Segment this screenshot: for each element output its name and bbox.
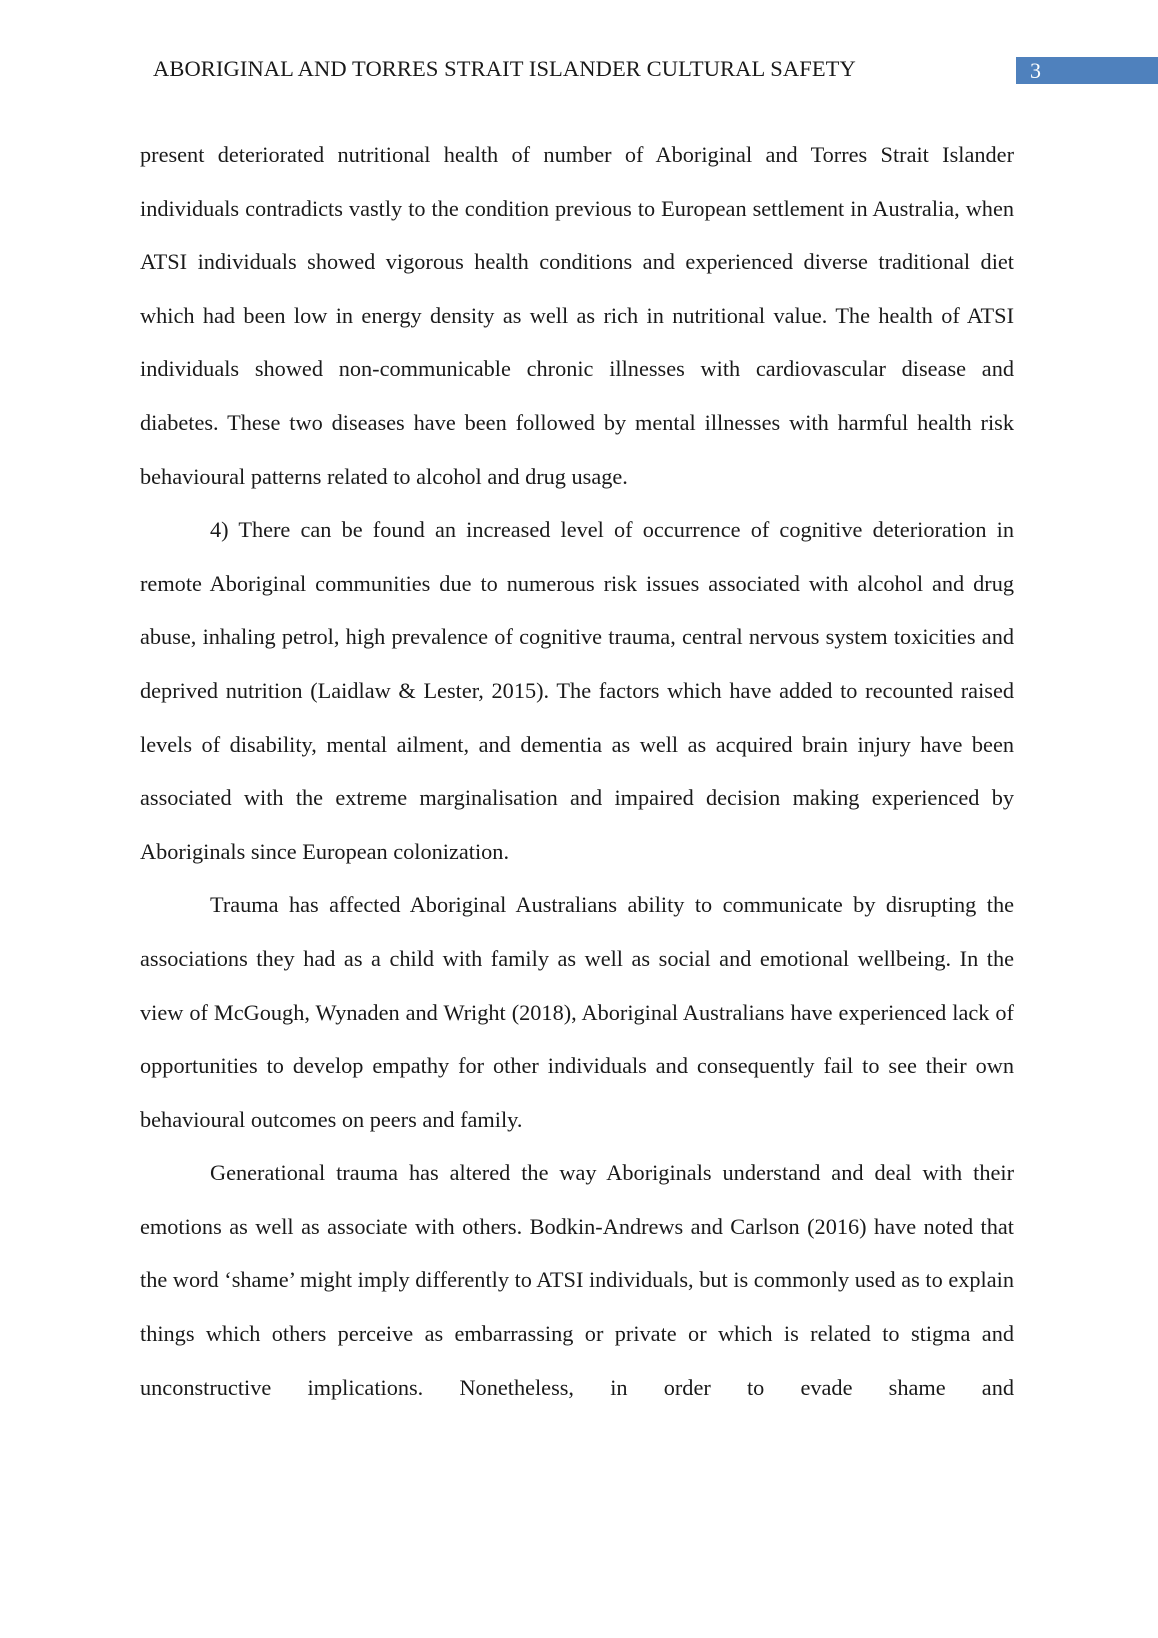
- paragraph: Generational trauma has altered the way Aboriginals understand and deal with their emotions as well as associate with others. Bodkin-Andrews and Carlson (2016) have noted that the word ‘shame’ might imply differently to ATSI individuals, but is commonly used as to explain things which others perceive as embarrassing or private or which is related to stigma and unconstructive implications. Nonetheless, in order to evade shame and: [140, 1160, 1014, 1400]
- paragraph: present deteriorated nutritional health of number of Aboriginal and Torres Strait Islander individuals contradicts vastly to the condition previous to European settlement in Australia, when ATSI individuals showed vigorous health conditions and experienced diverse traditional diet which had been low in energy density as well as rich in nutritional value. The health of ATSI individuals showed non-communicable chronic illnesses with cardiovascular disease and diabetes. These two diseases have been followed by mental illnesses with harmful health risk behavioural patterns related to alcohol and drug usage.: [140, 142, 1014, 489]
- running-header-title: ABORIGINAL AND TORRES STRAIT ISLANDER CULTURAL SAFETY: [153, 56, 856, 81]
- page-number-box: [1016, 57, 1158, 84]
- paragraph: 4) There can be found an increased level of occurrence of cognitive deterioration in remote Aboriginal communities due to numerous risk issues associated with alcohol and drug abuse, inhaling petrol, high prevalence of cognitive trauma, central nervous system toxicities and deprived nutrition (Laidlaw & Lester, 2015). The factors which have added to recounted raised levels of disability, mental ailment, and dementia as well as acquired brain injury have been associated with the extreme marginalisation and impaired decision making experienced by Aboriginals since European colonization.: [140, 517, 1014, 864]
- page-number: 3: [1030, 58, 1041, 83]
- paragraph: Trauma has affected Aboriginal Australians ability to communicate by disrupting the associations they had as a child with family as well as social and emotional wellbeing. In the view of McGough, Wynaden and Wright (2018), Aboriginal Australians have experienced lack of opportunities to develop empathy for other individuals and consequently fail to see their own behavioural outcomes on peers and family.: [140, 892, 1014, 1132]
- document-body: [140, 128, 1014, 1414]
